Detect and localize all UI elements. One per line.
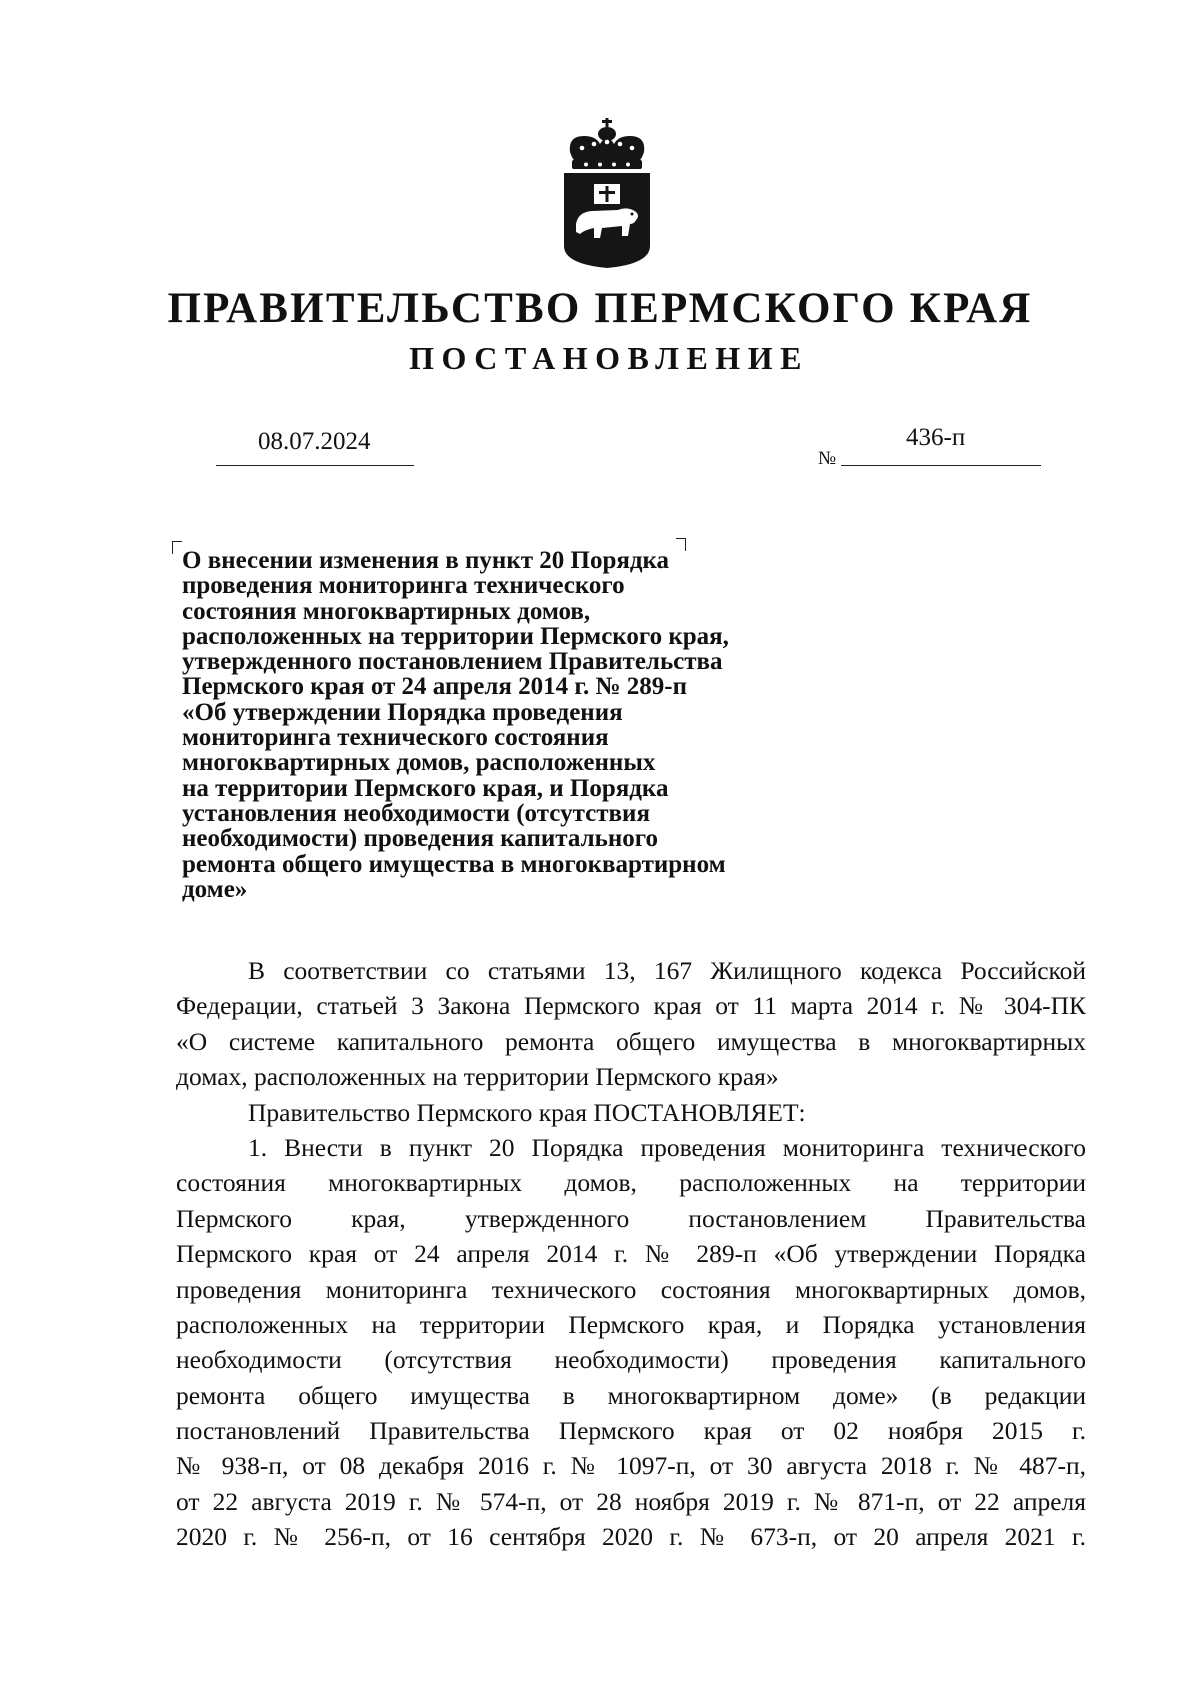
- body-line: расположенных на территории Пермского края, и Порядка установления: [176, 1309, 1086, 1339]
- body-line: В соответствии со статьями 13, 167 Жилищного кодекса Российской: [248, 956, 1086, 985]
- subject-line: многоквартирных домов, расположенных: [182, 749, 656, 777]
- body-line: ремонта общего имущества в многоквартирном доме» (в редакции: [176, 1380, 1086, 1410]
- subject-line: О внесении изменения в пункт 20 Порядка: [182, 547, 670, 574]
- body-line: необходимости (отсутствия необходимости) проведения капитального: [176, 1345, 1086, 1375]
- body-line: домах, расположенных на территории Пермского края»: [176, 1062, 779, 1092]
- document-type: ПОСТАНОВЛЕНИЕ: [409, 340, 809, 376]
- subject-line: ремонта общего имущества в многоквартирном: [182, 850, 726, 878]
- subject-line: состояния многоквартирных домов,: [182, 597, 591, 625]
- body-line: от 22 августа 2019 г. № 574-п, от 28 ноября 2019 г. № 871-п, от 22 апреля: [176, 1486, 1086, 1516]
- government-title: ПРАВИТЕЛЬСТВО ПЕРМСКОГО КРАЯ: [167, 285, 1033, 332]
- number-sign: №: [818, 448, 837, 469]
- body-line: Федерации, статьей 3 Закона Пермского края от 11 марта 2014 г. № 304-ПК: [176, 991, 1086, 1021]
- subject-line: мониторинга технического состояния: [182, 724, 609, 752]
- number-underline: [841, 465, 1041, 466]
- subject-line: необходимости) проведения капитального: [182, 825, 658, 853]
- document-subject: [182, 548, 822, 902]
- subject-line: утвержденного постановлением Правительства: [182, 648, 723, 676]
- body-line: Правительство Пермского края ПОСТАНОВЛЯЕТ:: [248, 1097, 806, 1127]
- document-body: [176, 953, 1086, 1555]
- date-underline: [216, 465, 414, 466]
- body-line: постановлений Правительства Пермского края от 02 ноября 2015 г.: [176, 1416, 1086, 1446]
- subject-line: установления необходимости (отсутствия: [182, 799, 650, 827]
- document-date: 08.07.2024: [258, 428, 371, 455]
- body-line: 1. Внести в пункт 20 Порядка проведения мониторинга технического: [248, 1132, 1086, 1162]
- body-line: «О системе капитального ремонта общего имущества в многоквартирных: [176, 1026, 1086, 1056]
- subject-line: расположенных на территории Пермского края,: [182, 622, 729, 650]
- perm-krai-coat-of-arms-icon: [556, 118, 658, 268]
- body-line: состояния многоквартирных домов, расположенных на территории: [176, 1168, 1086, 1198]
- subject-line: проведения мониторинга технического: [182, 572, 625, 600]
- subject-line: «Об утверждении Порядка проведения: [182, 698, 623, 726]
- body-line: проведения мониторинга технического состояния многоквартирных домов,: [176, 1274, 1086, 1304]
- subject-line: на территории Пермского края, и Порядка: [182, 774, 669, 802]
- subject-line: доме»: [182, 875, 248, 903]
- subject-line: Пермского края от 24 апреля 2014 г. № 289-п: [182, 673, 688, 701]
- document-number: 436-п: [906, 424, 966, 451]
- body-line: Пермского края от 24 апреля 2014 г. № 289-п «Об утверждении Порядка: [176, 1239, 1086, 1269]
- body-line: Пермского края, утвержденного постановлением Правительства: [176, 1203, 1086, 1233]
- body-line: № 938-п, от 08 декабря 2016 г. № 1097-п, от 30 августа 2018 г. № 487-п,: [176, 1451, 1086, 1481]
- body-line: 2020 г. № 256-п, от 16 сентября 2020 г. № 673-п, от 20 апреля 2021 г.: [176, 1522, 1086, 1552]
- subject-corner-left: [172, 541, 182, 554]
